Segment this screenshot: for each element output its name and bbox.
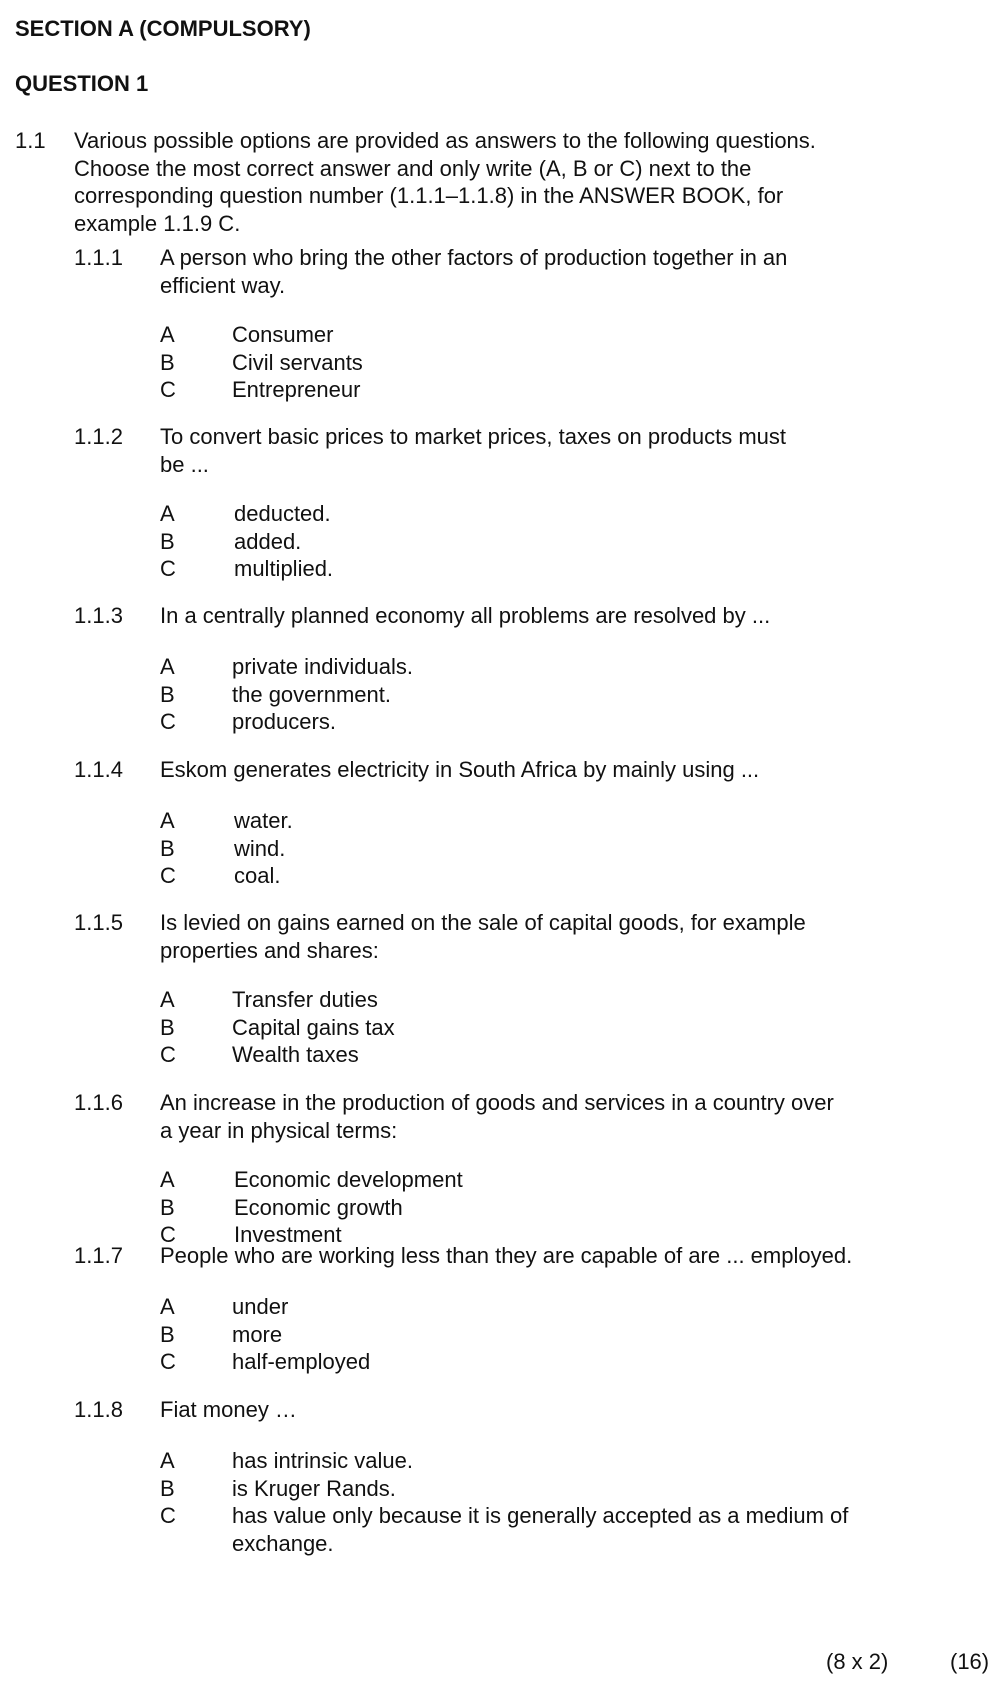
option-letter: B [160,349,175,375]
option-letter: A [160,1448,175,1473]
question-title: QUESTION 1 [15,71,149,96]
question-text [160,423,940,478]
section-title: SECTION A (COMPULSORY) [15,16,311,41]
option-text: water. [234,808,293,833]
question-number: 1.1.2 [74,424,123,449]
question-text [160,1396,940,1424]
option-letter: B [160,1014,175,1040]
question-line: Is levied on gains earned on the sale of capital goods, for example [160,910,806,935]
question-line: To convert basic prices to market prices, taxes on products must [160,424,787,449]
question-number: 1.1.6 [74,1090,123,1115]
option-text [232,1502,932,1557]
question-line: properties and shares: [160,937,379,963]
question-line: Fiat money … [160,1397,297,1422]
question-number: 1.1.5 [74,910,123,935]
question-text [160,909,940,964]
option-text: more [232,1321,283,1347]
option-text: the government. [232,681,391,707]
option-text: Economic development [234,1167,463,1192]
intro-number: 1.1 [15,128,46,153]
option-letter: B [160,1321,175,1347]
question-line: An increase in the production of goods and services in a country over [160,1090,834,1115]
option-text: has intrinsic value. [232,1448,413,1473]
option-letter: C [160,1503,176,1528]
question-line: Eskom generates electricity in South Africa by mainly using ... [160,757,760,782]
option-letter: B [160,681,175,707]
option-text-line: exchange. [232,1530,334,1556]
question-text [160,1089,940,1144]
option-text: Consumer [232,322,334,347]
option-letter: B [160,1194,175,1220]
question-line: In a centrally planned economy all problems are resolved by ... [160,603,771,628]
intro-line: Various possible options are provided as answers to the following questions. [74,128,816,153]
option-letter: A [160,1294,175,1319]
option-text: is Kruger Rands. [232,1475,396,1501]
question-number: 1.1.3 [74,603,123,628]
option-letter: B [160,528,175,554]
option-text-line: has value only because it is generally accepted as a medium of [232,1503,849,1528]
question-line: efficient way. [160,272,286,298]
option-text: Civil servants [232,349,363,375]
question-line: be ... [160,451,209,477]
question-text [160,1242,940,1270]
intro-instructions [74,127,904,237]
option-text: Transfer duties [232,987,378,1012]
option-letter: C [160,1222,176,1247]
question-line: People who are working less than they are capable of are ... employed. [160,1243,853,1268]
option-text: Capital gains tax [232,1014,395,1040]
option-letter: B [160,835,175,861]
question-text [160,602,940,630]
option-letter: A [160,501,175,526]
question-text [160,756,940,784]
option-letter: C [160,1349,176,1374]
question-number: 1.1.1 [74,245,123,270]
option-letter: C [160,556,176,581]
option-letter: B [160,1475,175,1501]
option-text: deducted. [234,501,331,526]
option-text: Wealth taxes [232,1042,359,1067]
option-text: private individuals. [232,654,413,679]
option-text: under [232,1294,289,1319]
question-line: A person who bring the other factors of production together in an [160,245,788,270]
option-letter: A [160,1167,175,1192]
option-text: added. [234,528,302,554]
option-letter: A [160,322,175,347]
option-text: producers. [232,709,336,734]
option-letter: C [160,709,176,734]
question-number: 1.1.4 [74,757,123,782]
option-text: half-employed [232,1349,371,1374]
option-text: Entrepreneur [232,377,361,402]
intro-line: Choose the most correct answer and only write (A, B or C) next to the [74,155,752,181]
question-number: 1.1.8 [74,1397,123,1422]
marks-total: (16) [950,1649,990,1674]
intro-line: example 1.1.9 C. [74,210,241,236]
question-text [160,244,940,299]
option-letter: A [160,808,175,833]
intro-line: corresponding question number (1.1.1–1.1.8) in the ANSWER BOOK, for [74,183,784,208]
option-text: coal. [234,863,281,888]
option-text: multiplied. [234,556,334,581]
option-text: Investment [234,1222,342,1247]
option-letter: C [160,377,176,402]
option-text: Economic growth [234,1194,403,1220]
option-letter: C [160,863,176,888]
option-letter: A [160,654,175,679]
question-line: a year in physical terms: [160,1117,398,1143]
option-text: wind. [234,835,286,861]
marks-multiplier: (8 x 2) [826,1649,889,1674]
question-number: 1.1.7 [74,1243,123,1268]
option-letter: C [160,1042,176,1067]
option-letter: A [160,987,175,1012]
